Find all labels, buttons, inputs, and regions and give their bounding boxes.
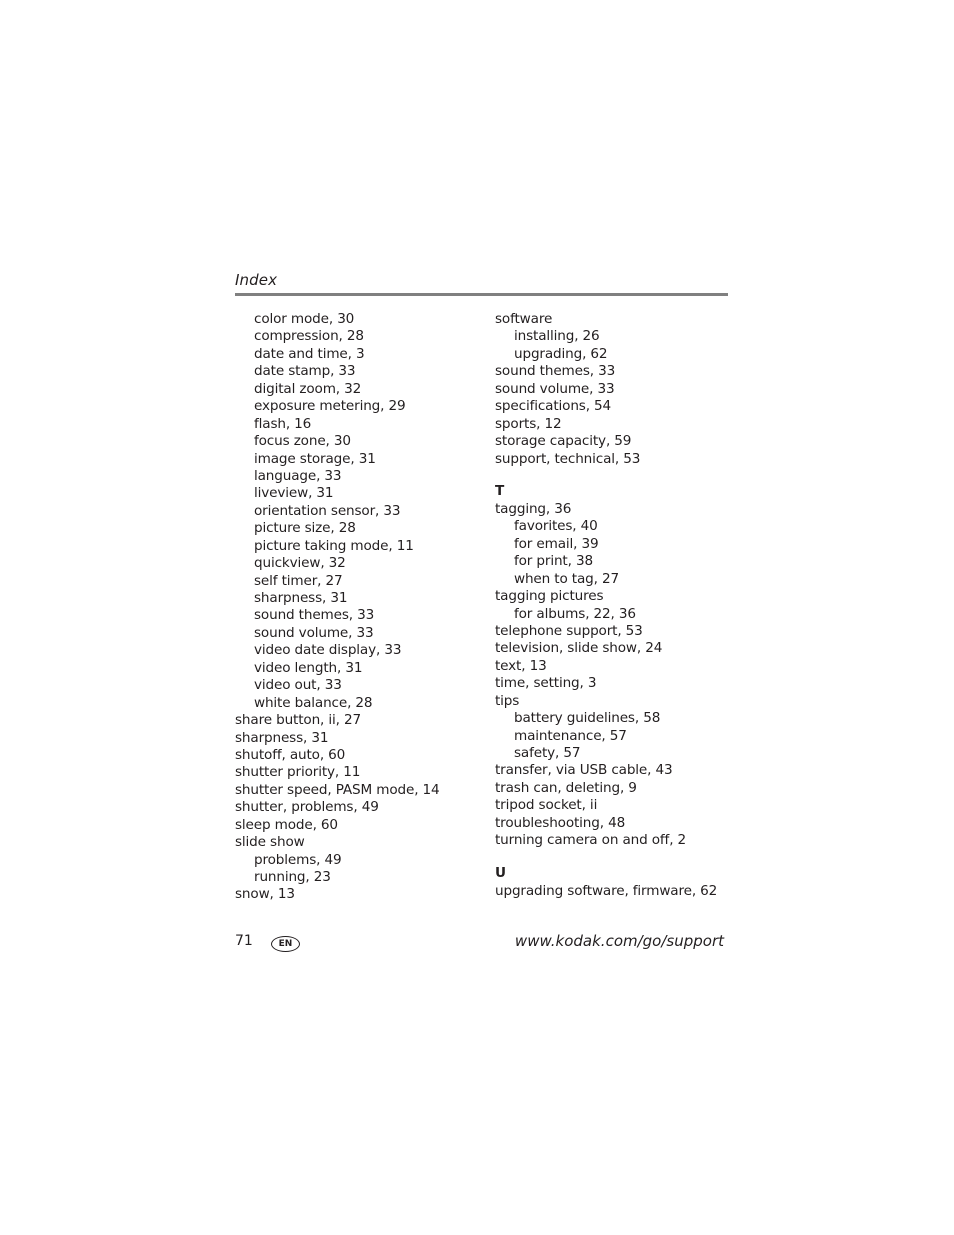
index-subentry: when to tag, 27	[514, 570, 619, 587]
index-entry: tagging pictures	[495, 588, 604, 605]
index-subentry: picture taking mode, 11	[254, 537, 414, 554]
index-subentry: compression, 28	[254, 328, 364, 345]
index-entry: telephone support, 53	[495, 622, 643, 639]
index-subentry: upgrading, 62	[514, 345, 608, 362]
index-section-letter: T	[495, 483, 505, 500]
index-subentry: sound volume, 33	[254, 624, 374, 641]
index-entry: upgrading software, firmware, 62	[495, 882, 718, 899]
index-column-left	[235, 311, 440, 904]
index-subentry: date stamp, 33	[254, 363, 356, 380]
index-subentry: installing, 26	[514, 328, 600, 345]
index-subentry: maintenance, 57	[514, 727, 627, 744]
index-entry: shutter priority, 11	[235, 764, 361, 781]
index-subentry: favorites, 40	[514, 518, 598, 535]
index-entry: trash can, deleting, 9	[495, 779, 637, 796]
index-subentry: digital zoom, 32	[254, 380, 362, 397]
index-entry: shutter, problems, 49	[235, 799, 379, 816]
page-header-title: Index	[235, 271, 278, 289]
index-subentry: picture size, 28	[254, 520, 356, 537]
section-spacer	[495, 468, 717, 484]
index-entry: slide show	[235, 834, 305, 851]
index-subentry: flash, 16	[254, 415, 312, 432]
index-entry: tripod socket, ii	[495, 797, 598, 814]
index-subentry: orientation sensor, 33	[254, 502, 401, 519]
index-entry: share button, ii, 27	[235, 712, 361, 729]
index-subentry: running, 23	[254, 869, 331, 885]
index-entry: sharpness, 31	[235, 729, 329, 746]
index-entry: television, slide show, 24	[495, 640, 663, 657]
index-subentry: video length, 31	[254, 659, 363, 676]
index-subentry: sound themes, 33	[254, 607, 375, 624]
index-entry: turning camera on and off, 2	[495, 832, 687, 849]
page-number: 71	[235, 933, 253, 949]
index-entry: sleep mode, 60	[235, 816, 338, 833]
index-entry: specifications, 54	[495, 398, 612, 415]
index-subentry: problems, 49	[254, 851, 342, 868]
index-subentry: date and time, 3	[254, 345, 365, 362]
index-subentry: sharpness, 31	[254, 590, 348, 606]
header-rule	[235, 293, 728, 296]
index-entry: time, setting, 3	[495, 675, 597, 692]
index-subentry: white balance, 28	[254, 694, 373, 711]
index-subentry: language, 33	[254, 467, 342, 484]
index-subentry: focus zone, 30	[254, 433, 351, 450]
index-entry: sound volume, 33	[495, 380, 615, 397]
index-entry: sound themes, 33	[495, 363, 616, 380]
index-entry: support, technical, 53	[495, 450, 641, 467]
index-entry: shutter speed, PASM mode, 14	[235, 781, 440, 798]
index-entry: troubleshooting, 48	[495, 814, 626, 831]
index-subentry: for albums, 22, 36	[514, 605, 636, 622]
index-subentry: image storage, 31	[254, 450, 376, 467]
language-badge: EN	[271, 936, 300, 952]
index-entry: sports, 12	[495, 415, 562, 432]
index-subentry: battery guidelines, 58	[514, 710, 661, 727]
index-subentry: video date display, 33	[254, 642, 402, 659]
index-subentry: for print, 38	[514, 553, 593, 570]
index-entry: text, 13	[495, 657, 547, 674]
index-column-right	[495, 311, 717, 900]
index-subentry: exposure metering, 29	[254, 398, 406, 415]
index-entry: tips	[495, 692, 520, 709]
index-subentry: color mode, 30	[254, 311, 355, 327]
index-entry: tagging, 36	[495, 500, 572, 517]
index-subentry: liveview, 31	[254, 485, 334, 502]
index-entry: transfer, via USB cable, 43	[495, 762, 673, 779]
index-subentry: for email, 39	[514, 535, 599, 552]
index-subentry: self timer, 27	[254, 572, 343, 589]
index-entry: snow, 13	[235, 886, 295, 903]
index-subentry: video out, 33	[254, 677, 342, 694]
section-spacer	[495, 850, 717, 866]
support-url[interactable]: www.kodak.com/go/support	[514, 932, 724, 950]
index-entry: software	[495, 311, 553, 327]
index-entry: storage capacity, 59	[495, 433, 632, 450]
index-entry: shutoff, auto, 60	[235, 746, 346, 763]
index-subentry: quickview, 32	[254, 555, 346, 572]
index-section-letter: U	[495, 865, 506, 882]
index-subentry: safety, 57	[514, 745, 581, 761]
